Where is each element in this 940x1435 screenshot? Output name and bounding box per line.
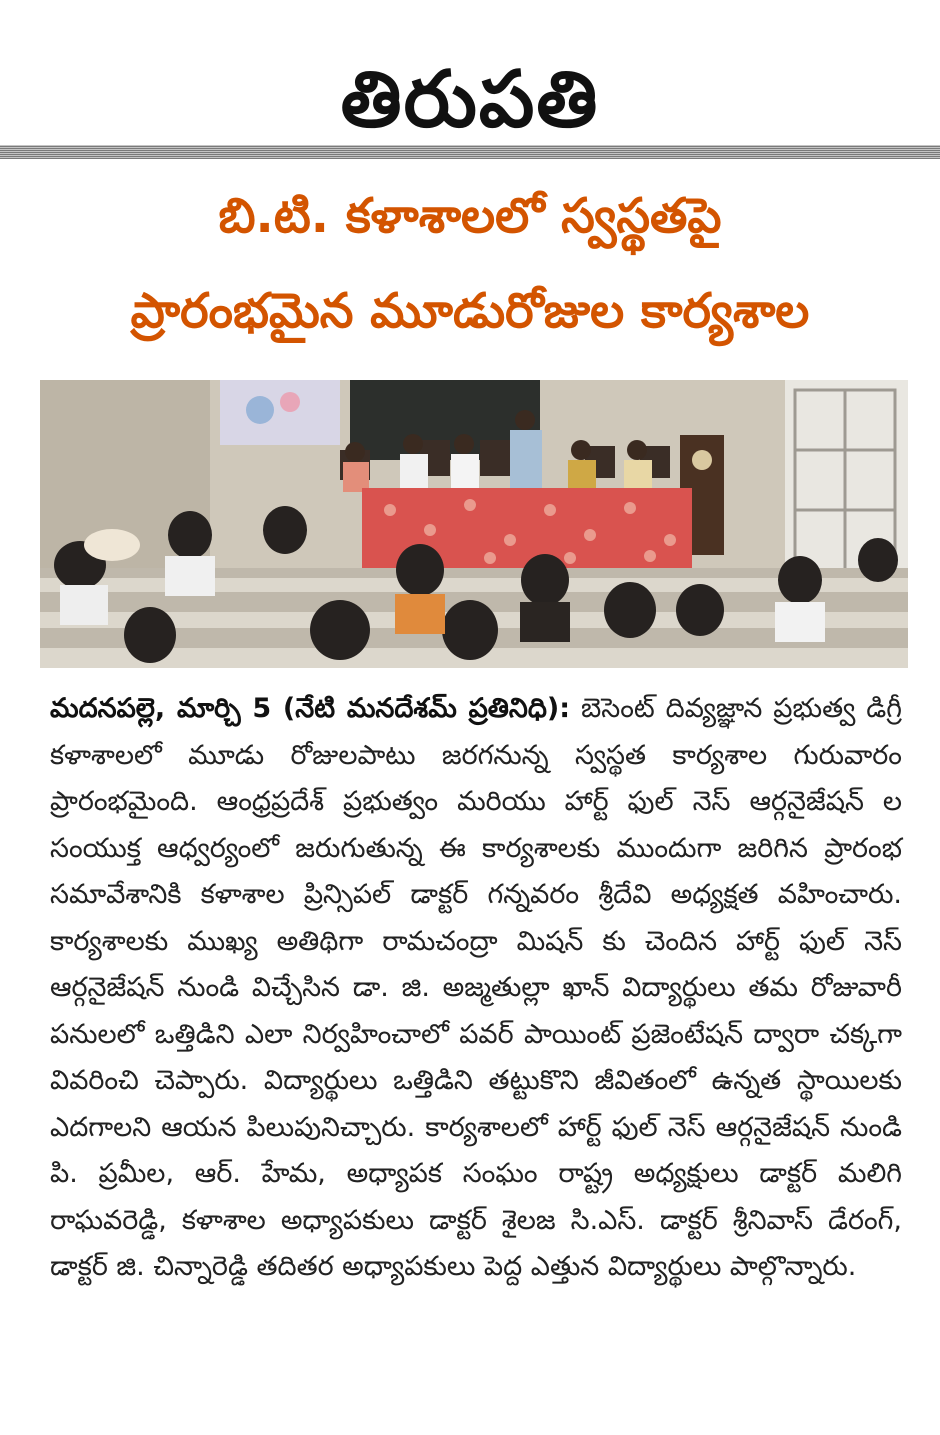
headline-line-2: ప్రారంభమైన మూడురోజుల కార్యశాల [130, 283, 810, 339]
article-dateline: మదనపల్లె, మార్చి 5 (నేటి మనదేశమ్ ప్రతినిధి): [50, 693, 571, 724]
headline-line-1: బి.టి. కళాశాలలో స్వస్థతపై [218, 188, 722, 244]
masthead-rule [0, 145, 940, 159]
article-text: బెసెంట్ దివ్యజ్ఞాన ప్రభుత్వ డిగ్రీ కళాశాలలో మూడు రోజులపాటు జరగనున్న స్వస్థత కార్యశాల గురువారం ప్రారంభమైంది. ఆంధ్రప్రదేశ్ ప్రభుత్వం మరియు హార్ట్ ఫుల్ నెస్ ఆర్గనైజేషన్ ల సంయుక్త ఆధ్వర్యంలో జరుగుతున్న ఈ కార్యశాలకు ముందుగా జరిగిన ప్రారంభ సమావేశానికి కళాశాల ప్రిన్సిపల్ డాక్టర్ గన్నవరం శ్రీదేవి అధ్యక్షత వహించారు. కార్యశాలకు ముఖ్య అతిథిగా రామచంద్రా మిషన్ కు చెందిన హార్ట్ ఫుల్ నెస్ ఆర్గనైజేషన్ నుండి విచ్చేసిన డా. జి. అజ్మతుల్లా ఖాన్ విద్యార్థులు తమ రోజువారీ పనులలో ఒత్తిడిని ఎలా నిర్వహించాలో పవర్ పాయింట్ ప్రజెంటేషన్ ద్వారా చక్కగా వివరించి చెప్పారు. విద్యార్థులు ఒత్తిడిని తట్టుకొని జీవితంలో ఉన్నత స్థాయిలకు ఎదగాలని ఆయన పిలుపునిచ్చారు. కార్యశాలలో హార్ట్ ఫుల్ నెస్ ఆర్గనైజేషన్ నుండి పి. ప్రమీల, ఆర్. హేమ, అధ్యాపక సంఘం రాష్ట్ర అధ్యక్షులు డాక్టర్ మలిగి రాఘవరెడ్డి, కళాశాల అధ్యాపకులు డాక్టర్ శైలజ సి.ఎస్. డాక్టర్ శ్రీనివాస్ డేరంగ్, డాక్టర్ జి. చిన్నారెడ్డి తదితర అధ్యాపకులు పెద్ద ఎత్తున విద్యార్థులు పాల్గొన్నారు. [50, 693, 903, 1282]
article-body [50, 686, 902, 1291]
masthead [0, 0, 940, 160]
masthead-title: తిరుపతి [340, 55, 600, 145]
news-photo [40, 380, 908, 668]
